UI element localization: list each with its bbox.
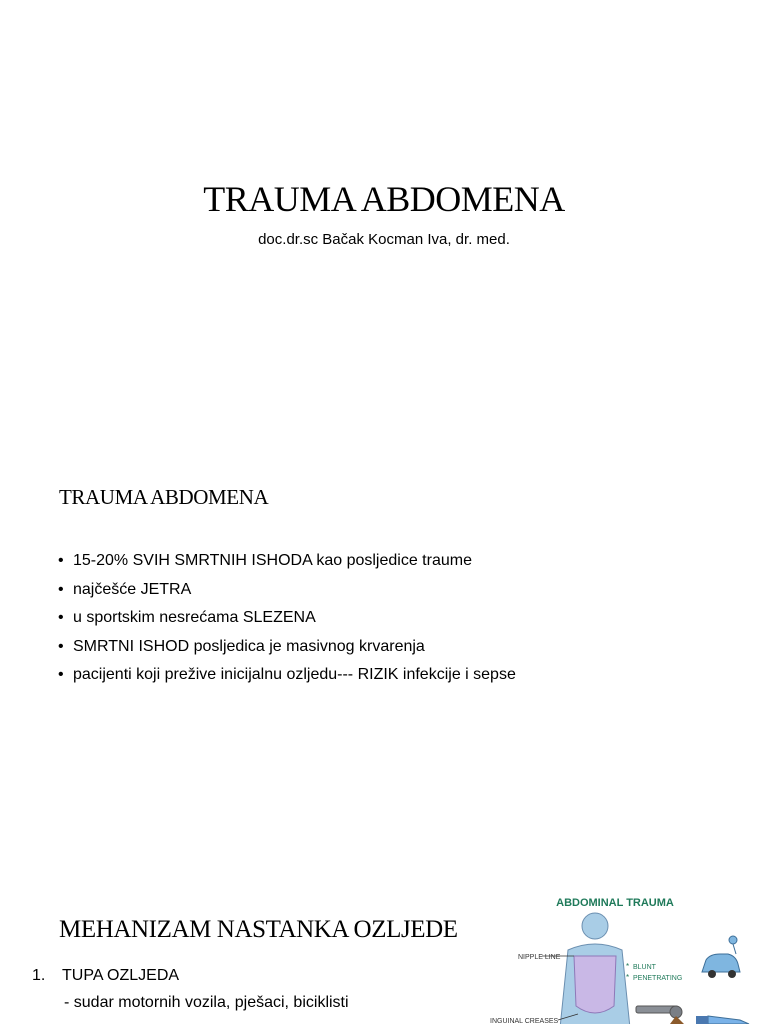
body-silhouette-icon [560,913,630,1024]
bullet-item: • u sportskim nesrećama SLEZENA [58,607,516,636]
item-number: 1. [32,967,46,984]
slide-overview [0,430,768,860]
bullet-item: • SMRTNI ISHOD posljedica je masivnog krvarenja [58,636,516,665]
abdomen-region [574,956,616,1013]
bullet-item: • pacijenti koji prežive inicijalnu ozljedu--- RIZIK infekcije i sepse [58,664,516,693]
legend-blunt: BLUNT [633,964,656,971]
item-subtext: - sudar motornih vozila, pješaci, biciklisti [64,994,349,1011]
presentation-title: TRAUMA ABDOMENA [203,179,565,219]
car-icon [702,936,740,978]
label-inguinal-creases: INGUINAL CREASES [490,1018,559,1024]
abdominal-trauma-illustration [470,888,760,1024]
bullet-list [58,550,516,693]
slide-heading: MEHANIZAM NASTANKA OZLJEDE [59,916,458,943]
numbered-item [32,967,179,985]
bullet-item: • najčešće JETRA [58,579,516,608]
label-nipple-line: NIPPLE LINE [518,954,561,961]
item-label: TUPA OZLJEDA [62,967,180,984]
illustration-svg [470,888,760,1024]
knife-icon [696,1016,749,1024]
bullet-item: • 15-20% SVIH SMRTNIH ISHODA kao posljedice traume [58,550,516,579]
svg-text:*: * [626,962,630,971]
slide-mechanism [0,860,768,1024]
figure-title: ABDOMINAL TRAUMA [556,897,674,909]
svg-text:*: * [626,973,630,982]
presentation-author: doc.dr.sc Bačak Kocman Iva, dr. med. [258,231,510,248]
legend-penetrating: PENETRATING [633,975,683,982]
slide-heading: TRAUMA ABDOMENA [59,485,269,509]
slide-title [0,0,768,430]
gun-icon [636,1006,684,1024]
